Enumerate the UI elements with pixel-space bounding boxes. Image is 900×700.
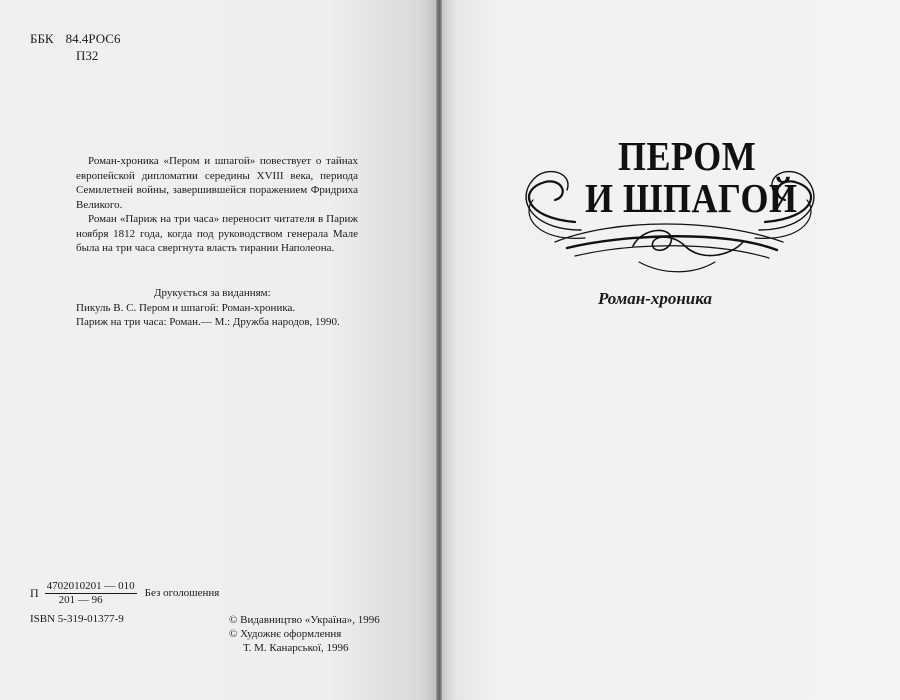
source-edition (76, 286, 376, 330)
copyright-line: © Художнє оформлення (229, 628, 342, 640)
price-numerator: 4702010201 — 010 (46, 580, 135, 592)
source-line: Париж на три часа: Роман.— М.: Дружба народов, 1990. (76, 316, 340, 328)
bbk-code: 84.4РОС6 (65, 31, 121, 46)
annotation (76, 154, 358, 256)
price-denominator: 201 — 96 (58, 594, 103, 606)
title-block (515, 130, 825, 280)
book-subtitle: Роман-хроника (598, 289, 712, 308)
price-note: Без оголошення (144, 587, 220, 599)
price-code (30, 580, 219, 607)
isbn: ISBN 5-319-01377-9 (30, 613, 124, 625)
copyright-block (229, 613, 380, 655)
annotation-paragraph: Роман-хроника «Пером и шпагой» повествует о тайнах европейской дипломатии середины XVIII века, периода Семилетней войны, завершившейся поражением Фридриха Великого. (76, 155, 358, 211)
bbk-label: ББК (30, 31, 54, 46)
right-page (442, 0, 900, 700)
book-title-line1: ПЕРОМ (618, 133, 757, 180)
left-page (0, 0, 438, 700)
copyright-line: © Видавництво «Україна», 1996 (229, 614, 380, 626)
price-fraction (45, 580, 137, 607)
author-code: П32 (76, 48, 99, 63)
source-heading: Друкується за виданням: (154, 287, 271, 299)
classification-block (30, 30, 120, 64)
annotation-paragraph: Роман «Париж на три часа» переносит читателя в Париж ноября 1812 года, когда под руководством генерала Мале была на три часа свергнута власть тирании Наполеона. (76, 213, 358, 254)
book-title-line2: И ШПАГОЙ (585, 175, 798, 222)
copyright-line: Т. М. Канарської, 1996 (243, 642, 349, 654)
source-line: Пикуль В. С. Пером и шпагой: Роман-хроника. (76, 301, 296, 314)
price-letter: П (30, 586, 39, 600)
